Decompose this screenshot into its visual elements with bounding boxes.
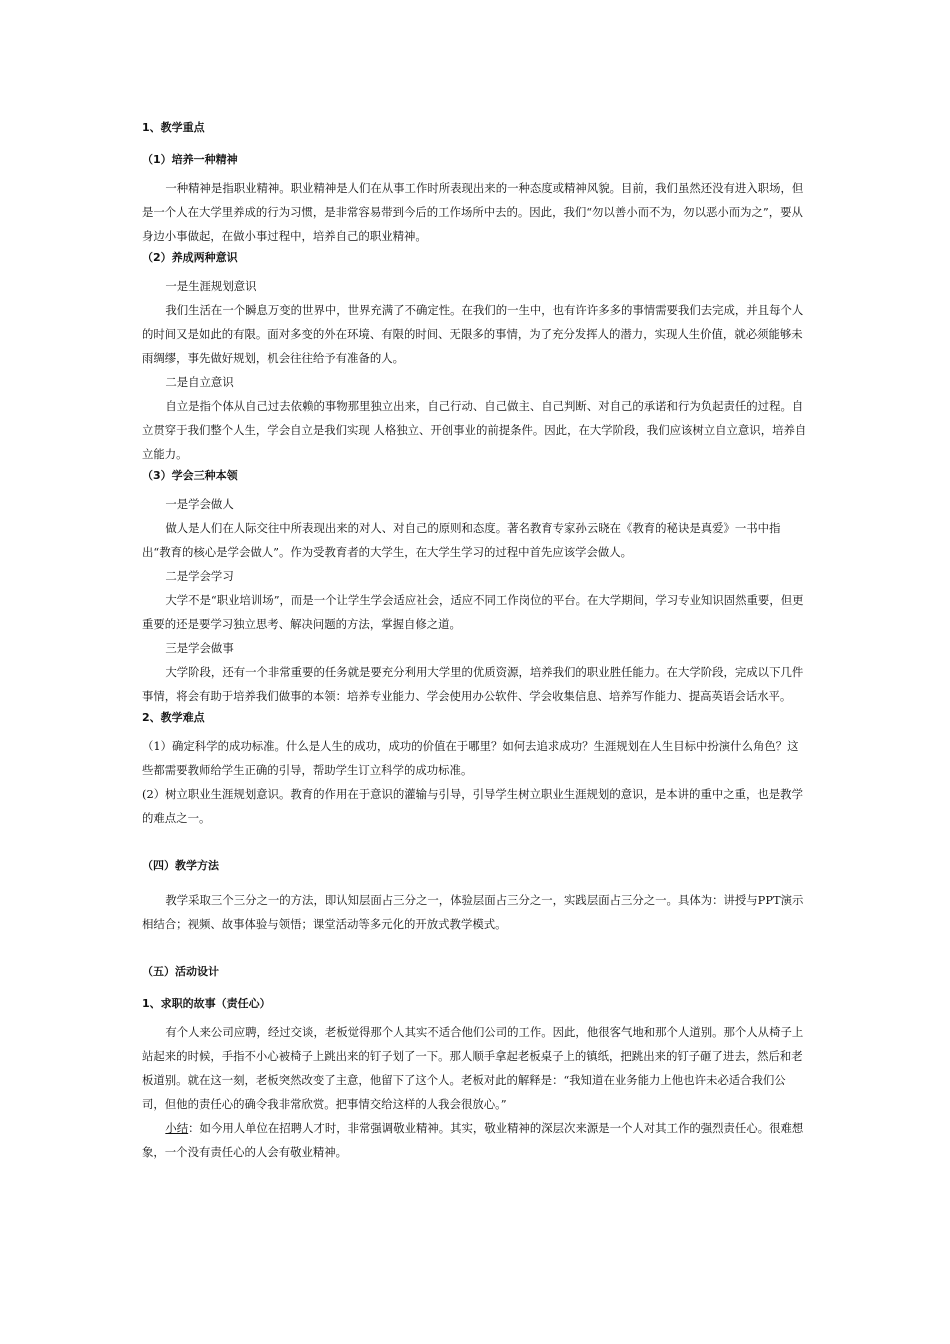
paragraph: 大学阶段，还有一个非常重要的任务就是要充分利用大学里的优质资源，培养我们的职业胜任能力。在大学阶段，完成以下几件事情，将会有助于培养我们做事的本领：培养专业能力、学会使用办公软件、学会收集信息、培养写作能力、提高英语会话水平。 <box>142 665 804 703</box>
sub-label: 一是生涯规划意识 <box>165 279 257 293</box>
subsection-heading: （1）培养一种精神 <box>142 153 238 166</box>
summary-paragraph <box>142 1116 808 1164</box>
summary-label: 小结 <box>165 1121 189 1135</box>
sub-label: 二是学会学习 <box>165 569 234 583</box>
paragraph: （1）确定科学的成功标准。什么是人生的成功，成功的价值在于哪里？如何去追求成功？生涯规划在人生目标中扮演什么角色？这些都需要教师给学生正确的引导，帮助学生订立科学的成功标准。 <box>142 739 799 777</box>
paragraph: 一种精神是指职业精神。职业精神是人们在从事工作时所表现出来的一种态度或精神风貌。目前，我们虽然还没有进入职场，但是一个人在大学里养成的行为习惯，是非常容易带到今后的工作场所中去的。因此，我们“勿以善小而不为，勿以恶小而为之”，要从身边小事做起，在做小事过程中，培养自己的职业精神。 <box>142 181 804 243</box>
paragraph: 自立是指个体从自己过去依赖的事物那里独立出来，自己行动、自己做主、自己判断、对自己的承诺和行为负起责任的过程。自立贯穿于我们整个人生，学会自立是我们实现 人格独立、开创事业的前提条件。因此，在大学阶段，我们应该树立自立意识，培养自立能力。 <box>142 399 807 461</box>
subsection-heading: 1、求职的故事（责任心） <box>142 997 271 1010</box>
sub-label: 二是自立意识 <box>165 375 234 389</box>
sub-label: 一是学会做人 <box>165 497 234 511</box>
summary-text: ：如今用人单位在招聘人才时，非常强调敬业精神。其实，敬业精神的深层次来源是一个人对其工作的强烈责任心。很难想象，一个没有责任心的人会有敬业精神。 <box>142 1121 804 1159</box>
sub-label: 三是学会做事 <box>165 641 234 655</box>
section-heading: 2、教学难点 <box>142 711 205 724</box>
subsection-heading: （2）养成两种意识 <box>142 251 238 264</box>
section-heading: （五）活动设计 <box>142 965 219 978</box>
paragraph: 有个人来公司应聘，经过交谈，老板觉得那个人其实不适合他们公司的工作。因此，他很客气地和那个人道别。那个人从椅子上站起来的时候，手指不小心被椅子上跳出来的钉子划了一下。那人顺手拿起老板桌子上的镇纸，把跳出来的钉子砸了进去，然后和老板道别。就在这一刻，老板突然改变了主意，他留下了这个人。老板对此的解释是：“我知道在业务能力上他也许未必适合我们公司，但他的责任心的确令我非常欣赏。把事情交给这样的人我会很放心。” <box>142 1025 804 1111</box>
paragraph: 我们生活在一个瞬息万变的世界中，世界充满了不确定性。在我们的一生中，也有许许多多的事情需要我们去完成，并且每个人的时间又是如此的有限。面对多变的外在环境、有限的时间、无限多的事情，为了充分发挥人的潜力，实现人生价值，就必须能够未雨绸缪，事先做好规划，机会往往给予有准备的人。 <box>142 303 804 365</box>
section-heading: （四）教学方法 <box>142 859 219 872</box>
paragraph: 大学不是“职业培训场”，而是一个让学生学会适应社会，适应不同工作岗位的平台。在大学期间，学习专业知识固然重要，但更重要的还是要学习独立思考、解决问题的方法，掌握自修之道。 <box>142 593 804 631</box>
paragraph: 教学采取三个三分之一的方法，即认知层面占三分之一，体验层面占三分之一，实践层面占三分之一。具体为：讲授与PPT演示相结合；视频、故事体验与领悟；课堂活动等多元化的开放式教学模式。 <box>142 893 804 931</box>
section-heading: 1、教学重点 <box>142 121 205 134</box>
paragraph: (2）树立职业生涯规划意识。教育的作用在于意识的灌输与引导，引导学生树立职业生涯规划的意识，是本讲的重中之重，也是教学的难点之一。 <box>142 787 803 825</box>
paragraph: 做人是人们在人际交往中所表现出来的对人、对自己的原则和态度。著名教育专家孙云晓在《教育的秘诀是真爱》一书中指出“教育的核心是学会做人”。作为受教育者的大学生，在大学生学习的过程中首先应该学会做人。 <box>142 521 781 559</box>
subsection-heading: （3）学会三种本领 <box>142 469 238 482</box>
